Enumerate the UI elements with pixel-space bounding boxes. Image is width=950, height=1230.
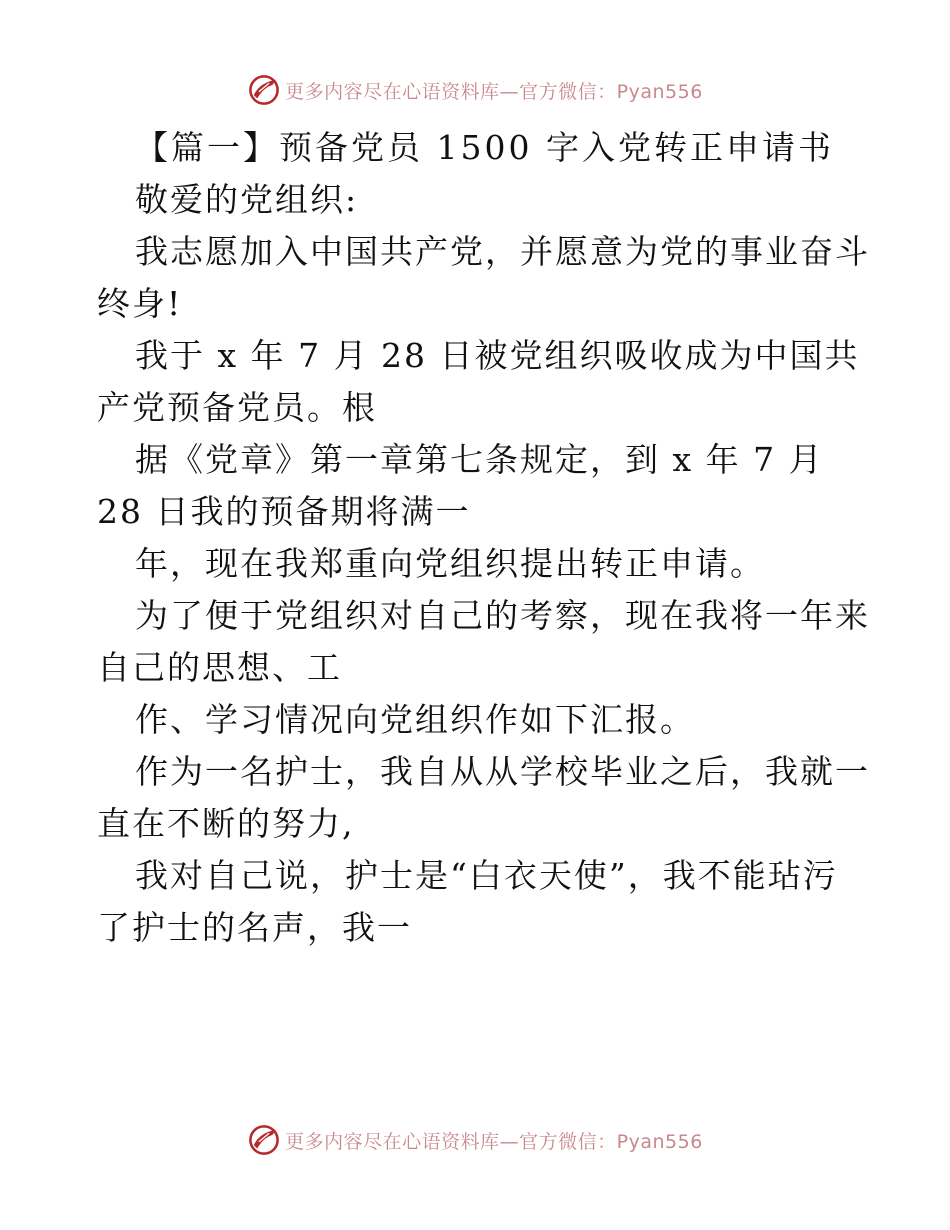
paragraph-line: 我于 x 年 7 月 28 日被党组织吸收成为中国共	[135, 336, 860, 375]
paragraph-line: 了护士的名声，我一	[97, 908, 412, 947]
document-title: 【篇一】预备党员 1500 字入党转正申请书	[135, 128, 834, 167]
paragraph-line: 敬爱的党组织:	[135, 180, 359, 219]
paragraph-line: 据《党章》第一章第七条规定，到 x 年 7 月	[135, 440, 824, 479]
footer-watermark	[0, 1120, 950, 1160]
paragraph-line: 终身!	[97, 284, 183, 323]
paragraph-line: 年，现在我郑重向党组织提出转正申请。	[135, 544, 765, 583]
paragraph-line: 28 日我的预备期将满一	[97, 492, 471, 531]
header-watermark	[0, 70, 950, 110]
red-seal-logo-icon	[247, 1123, 281, 1157]
paragraph-line: 直在不断的努力,	[97, 804, 355, 843]
paragraph-line: 自己的思想、工	[97, 648, 342, 687]
paragraph-line: 作、学习情况向党组织作如下汇报。	[135, 700, 695, 739]
header-watermark-text: 更多内容尽在心语资料库—官方微信：Pyan556	[285, 80, 703, 103]
paragraph-line: 产党预备党员。根	[97, 388, 377, 427]
paragraph-line: 我志愿加入中国共产党，并愿意为党的事业奋斗	[135, 232, 870, 271]
paragraph-line: 作为一名护士，我自从从学校毕业之后，我就一	[135, 752, 870, 791]
red-seal-logo-icon	[247, 73, 281, 107]
paragraph-line: 我对自己说，护士是“白衣天使”，我不能玷污	[135, 856, 838, 895]
footer-watermark-text: 更多内容尽在心语资料库—官方微信：Pyan556	[285, 1130, 703, 1153]
paragraph-line: 为了便于党组织对自己的考察，现在我将一年来	[135, 596, 870, 635]
document-body	[97, 122, 870, 954]
